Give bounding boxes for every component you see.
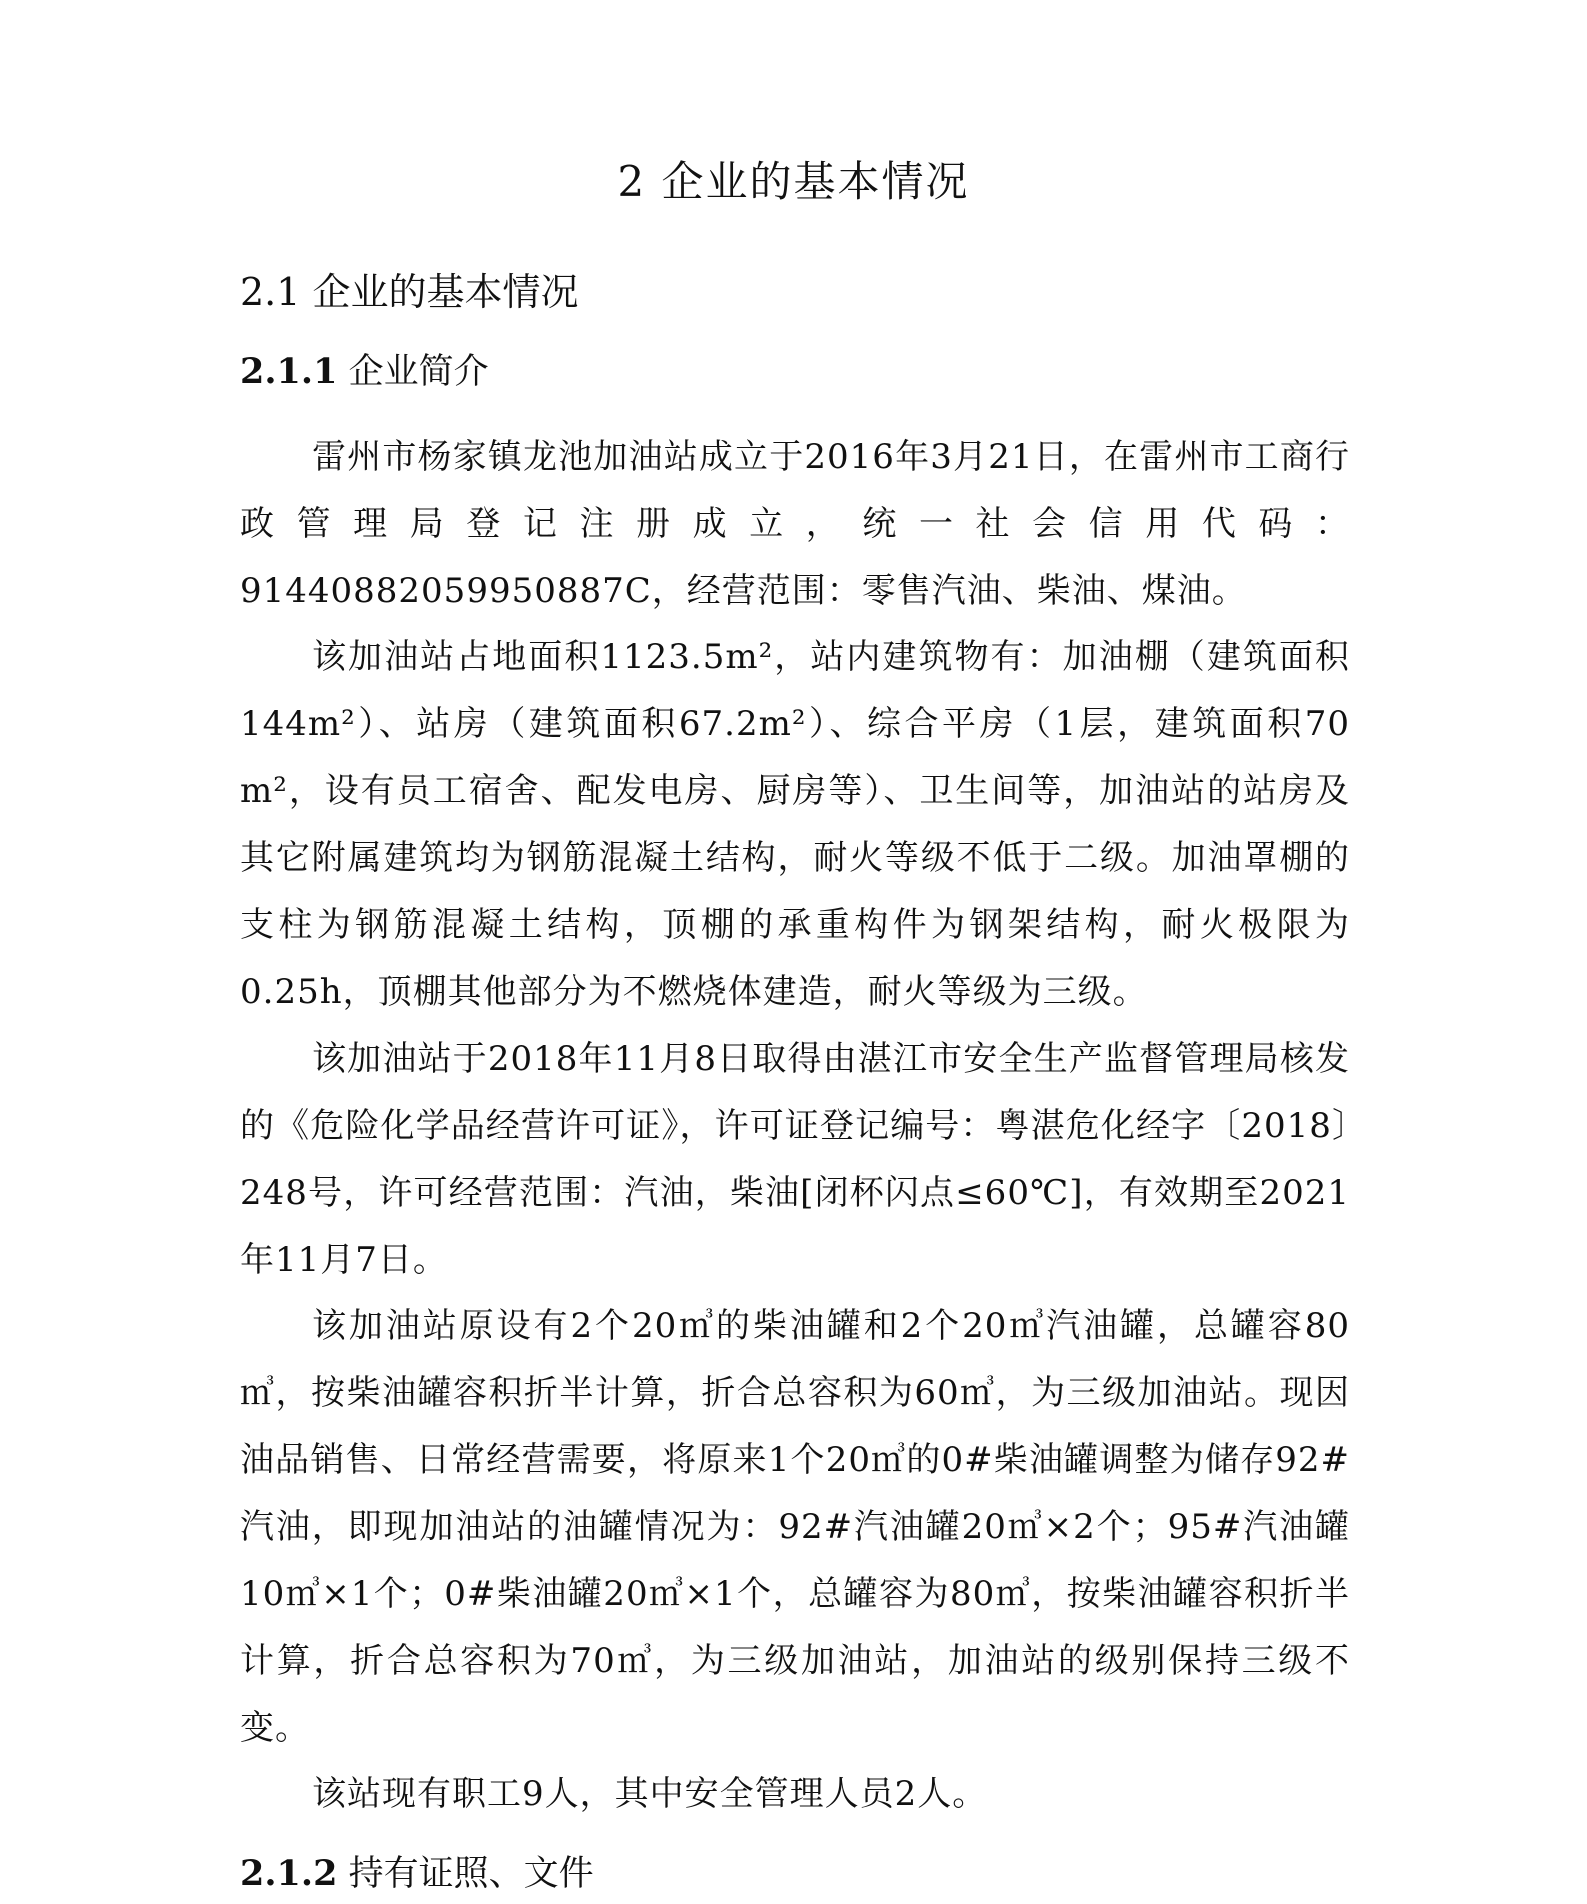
- subsection-number: 2.1.2: [240, 1853, 338, 1894]
- chapter-title: 2 企业的基本情况: [617, 157, 970, 206]
- paragraph-staff: 该站现有职工9人，其中安全管理人员2人。: [312, 1774, 988, 1814]
- paragraph-license: 该加油站于2018年11月8日取得由湛江市安全生产监督管理局核发的《危险化学品经营许可证》，许可证登记编号：粤湛危化经字〔2018〕248号，许可经营范围：汽油，柴油[闭杯闪点≤60℃]，有效期至2021年11月7日。: [240, 1039, 1350, 1280]
- subsection-title-certificates: [240, 1848, 594, 1900]
- section-title: 2.1 企业的基本情况: [240, 270, 579, 314]
- paragraph-buildings: 该加油站占地面积1123.5m²，站内建筑物有：加油棚（建筑面积144m²）、站房（建筑面积67.2m²）、综合平房（1层，建筑面积70 m²，设有员工宿舍、配发电房、厨房等）、卫生间等，加油站的站房及其它附属建筑均为钢筋混凝土结构，耐火等级不低于二级。加油罩棚的支柱为钢筋混凝土结构，顶棚的承重构件为钢架结构，耐火极限为0.25h，顶棚其他部分为不燃烧体建造，耐火等级为三级。: [240, 637, 1350, 1012]
- subsection-number: 2.1.1: [240, 351, 338, 392]
- subsection-label: 企业简介: [337, 352, 489, 392]
- paragraph-registration: 雷州市杨家镇龙池加油站成立于2016年3月21日，在雷州市工商行政管理局登记注册成立，统一社会信用代码：91440882059950887C，经营范围：零售汽油、柴油、煤油。: [240, 437, 1350, 611]
- paragraph-tanks: 该加油站原设有2个20㎥的柴油罐和2个20㎥汽油罐，总罐容80㎥，按柴油罐容积折半计算，折合总容积为60㎥，为三级加油站。现因油品销售、日常经营需要，将原来1个20㎥的0#柴油罐调整为储存92#汽油，即现加油站的油罐情况为：92#汽油罐20㎥×2个；95#汽油罐10㎥×1个；0#柴油罐20㎥×1个，总罐容为80㎥，按柴油罐容积折半计算，折合总容积为70㎥，为三级加油站，加油站的级别保持三级不变。: [240, 1306, 1350, 1748]
- subsection-title-company-profile: [240, 346, 489, 398]
- subsection-label: 持有证照、文件: [337, 1854, 594, 1894]
